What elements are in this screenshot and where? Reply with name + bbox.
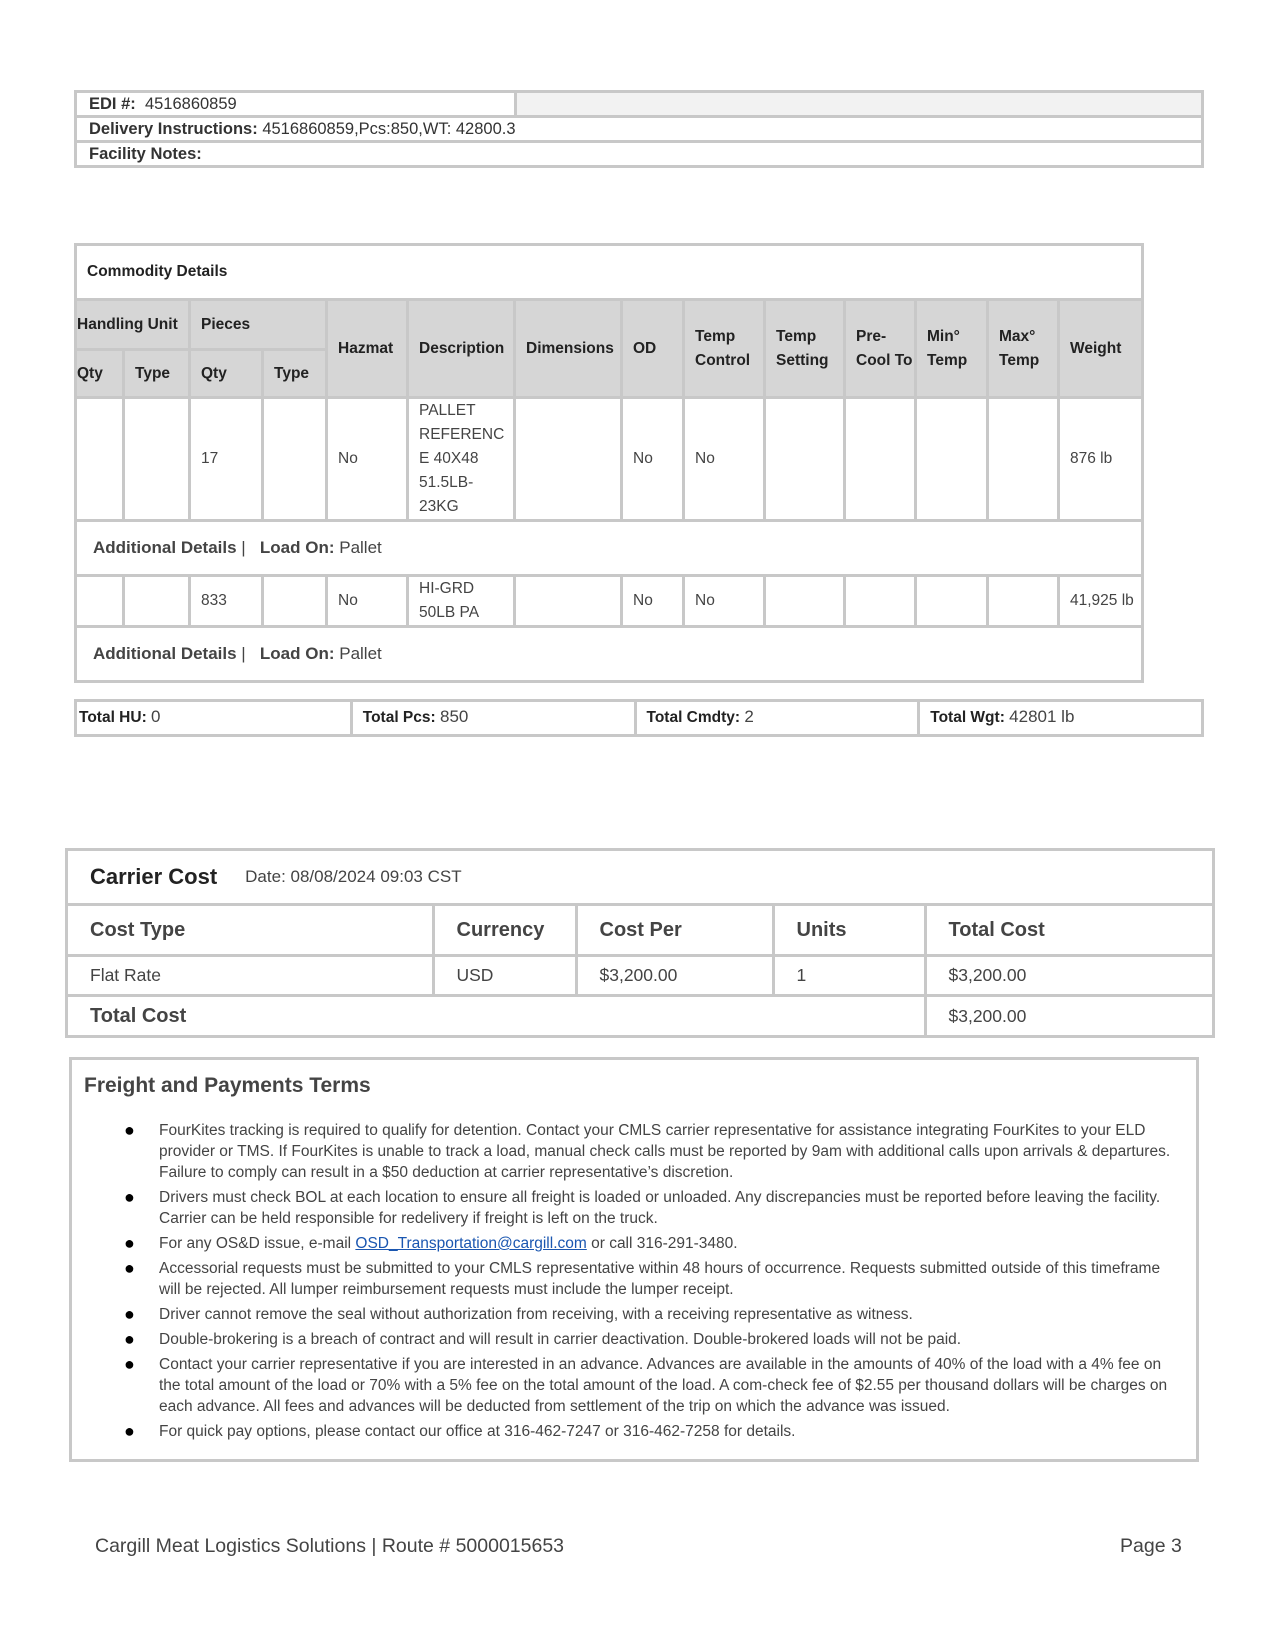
cost-per-cell: $3,200.00 xyxy=(576,956,773,996)
total-hu-value: 0 xyxy=(151,707,161,726)
list-item: ● Driver cannot remove the seal without authorization from receiving, with a receiving representative as witness. xyxy=(124,1304,913,1324)
freight-terms-box xyxy=(69,1057,1199,1462)
dimensions-cell xyxy=(515,398,622,521)
commodity-table xyxy=(74,243,1144,683)
hu-type-cell xyxy=(124,576,190,627)
carrier-cost-header-row xyxy=(68,906,1212,956)
page-number: Page 3 xyxy=(1120,1535,1182,1557)
facility-notes-row xyxy=(77,143,1201,165)
hazmat-cell: No xyxy=(327,576,408,627)
temp-setting-header: Temp Setting xyxy=(765,300,845,398)
bullet-icon: ● xyxy=(124,1187,135,1207)
pre-cool-cell xyxy=(845,576,916,627)
bullet-icon: ● xyxy=(124,1354,135,1374)
hazmat-cell: No xyxy=(327,398,408,521)
carrier-cost-total-row xyxy=(68,996,1212,1036)
pcs-type-cell xyxy=(263,398,327,521)
carrier-cost-header xyxy=(68,851,1212,906)
temp-control-header: Temp Control xyxy=(684,300,765,398)
delivery-label: Delivery Instructions: xyxy=(89,120,258,138)
edi-box xyxy=(74,90,1204,168)
carrier-cost-title: Carrier Cost xyxy=(90,864,218,889)
pieces-header: Pieces xyxy=(190,300,327,350)
hazmat-header: Hazmat xyxy=(327,300,408,398)
od-cell: No xyxy=(622,576,684,627)
pre-cool-header: Pre-Cool To xyxy=(845,300,916,398)
edi-value: 4516860859 xyxy=(144,95,237,113)
bullet-icon: ● xyxy=(124,1233,135,1253)
min-temp-cell xyxy=(916,398,988,521)
load-on-label: Load On: xyxy=(259,644,335,663)
load-on-label: Load On: xyxy=(259,538,335,557)
hu-qty-header: Qty xyxy=(76,350,124,398)
footer-route: Cargill Meat Logistics Solutions | Route # 5000015653 xyxy=(95,1535,565,1557)
pcs-qty-cell: 833 xyxy=(190,576,263,627)
freight-terms-list xyxy=(72,1120,1198,1446)
max-temp-cell xyxy=(988,398,1059,521)
cost-type-header: Cost Type xyxy=(68,906,433,956)
total-pcs-label: Total Pcs: xyxy=(362,709,436,726)
edi-row xyxy=(77,93,1201,118)
min-temp-cell xyxy=(916,576,988,627)
weight-cell: 876 lb xyxy=(1059,398,1143,521)
total-wgt xyxy=(920,702,1201,734)
hu-qty-cell xyxy=(76,576,124,627)
carrier-cost-date: Date: 08/08/2024 09:03 CST xyxy=(245,867,462,886)
max-temp-header: Max° Temp xyxy=(988,300,1059,398)
dimensions-header: Dimensions xyxy=(515,300,622,398)
total-cmdty-label: Total Cmdty: xyxy=(646,709,741,726)
edi-label: EDI #: xyxy=(89,95,136,113)
total-hu xyxy=(77,702,353,734)
table-row xyxy=(68,956,1212,996)
od-header: OD xyxy=(622,300,684,398)
list-item: ● For any OS&D issue, e-mail OSD_Transportation@cargill.com or call 316-291-3480. xyxy=(124,1233,738,1253)
total-cost-value: $3,200.00 xyxy=(948,1005,1027,1026)
list-item: ● Accessorial requests must be submitted to your CMLS representative within 48 hours of occurrence. Requests submitted outside of this timeframe will be rejected. All lumper reimbursement requests must include the lumper receipt. xyxy=(124,1258,1161,1298)
pcs-qty-header: Qty xyxy=(190,350,263,398)
pcs-qty-cell: 17 xyxy=(190,398,263,521)
edi-blank-cell xyxy=(517,93,1201,115)
carrier-cost-table xyxy=(68,906,1212,1035)
hu-qty-cell xyxy=(76,398,124,521)
bullet-icon: ● xyxy=(124,1304,135,1324)
total-hu-label: Total HU: xyxy=(79,709,147,726)
additional-details-label: Additional Details xyxy=(93,538,237,557)
list-item: ● For quick pay options, please contact our office at 316-462-7247 or 316-462-7258 for details. xyxy=(124,1421,796,1441)
commodity-caption: Commodity Details xyxy=(76,245,1143,300)
commodity-row xyxy=(76,576,1143,627)
currency-cell: USD xyxy=(433,956,576,996)
list-item: ● FourKites tracking is required to qualify for detention. Contact your CMLS carrier representative for assistance integrating FourKites to your ELD provider or TMS. If FourKites is unable to track a load, manual check calls must be reported by 9am with additional calls upon arrivals & departures. Failure to comply can result in a $50 deduction at carrier representative’s discretion. xyxy=(124,1120,1171,1181)
description-cell: PALLET REFERENC E 40X48 51.5LB- 23KG xyxy=(408,398,515,521)
total-cmdty-value: 2 xyxy=(744,707,754,726)
additional-details-row: Additional Details | Load On: Pallet xyxy=(76,521,1143,576)
max-temp-cell xyxy=(988,576,1059,627)
total-cost-cell: $3,200.00 xyxy=(925,956,1212,996)
delivery-value: 4516860859,Pcs:850,WT: 42800.3 xyxy=(262,120,516,138)
load-on-value: Pallet xyxy=(339,644,382,663)
delivery-instructions-row xyxy=(77,118,1201,143)
temp-control-cell: No xyxy=(684,576,765,627)
load-on-value: Pallet xyxy=(339,538,382,557)
units-cell: 1 xyxy=(773,956,925,996)
temp-setting-cell xyxy=(765,576,845,627)
handling-unit-header: Handling Unit xyxy=(76,300,190,350)
temp-control-cell: No xyxy=(684,398,765,521)
pre-cool-cell xyxy=(845,398,916,521)
weight-header: Weight xyxy=(1059,300,1143,398)
od-cell: No xyxy=(622,398,684,521)
total-cost-label: Total Cost xyxy=(68,996,925,1036)
bullet-icon: ● xyxy=(124,1329,135,1349)
total-pcs-value: 850 xyxy=(439,707,469,726)
cost-per-header: Cost Per xyxy=(576,906,773,956)
carrier-cost-box xyxy=(65,848,1215,1038)
pcs-type-cell xyxy=(263,576,327,627)
freight-terms-title: Freight and Payments Terms xyxy=(84,1074,371,1097)
weight-cell: 41,925 lb xyxy=(1059,576,1143,627)
bullet-icon: ● xyxy=(124,1421,135,1441)
cost-type-cell: Flat Rate xyxy=(68,956,433,996)
pcs-type-header: Type xyxy=(263,350,327,398)
bullet-icon: ● xyxy=(124,1120,135,1140)
total-wgt-label: Total Wgt: xyxy=(930,709,1005,726)
temp-setting-cell xyxy=(765,398,845,521)
osd-email-link[interactable]: OSD_Transportation@cargill.com xyxy=(355,1235,587,1252)
total-cost-header: Total Cost xyxy=(925,906,1212,956)
description-header: Description xyxy=(408,300,515,398)
additional-details-row: Additional Details | Load On: Pallet xyxy=(76,627,1143,682)
list-item: ● Drivers must check BOL at each location to ensure all freight is loaded or unloaded. Any discrepancies must be reported before leaving the facility. Carrier can be held responsible for redelivery if freight is left on the truck. xyxy=(124,1187,1161,1227)
currency-header: Currency xyxy=(433,906,576,956)
total-wgt-value: 42801 lb xyxy=(1009,707,1075,726)
dimensions-cell xyxy=(515,576,622,627)
list-item: ● Contact your carrier representative if you are interested in an advance. Advances are available in the amounts of 40% of the load with a 4% fee on the total amount of the load or 70% with a 5% fee on the total amount of the load. A com-check fee of $2.55 per thousand dollars will be charges on each advance. All fees and advances will be deducted from settlement of the trip on which the advance was issued. xyxy=(124,1354,1168,1415)
total-pcs xyxy=(353,702,637,734)
total-cmdty xyxy=(637,702,921,734)
commodity-row xyxy=(76,398,1143,521)
hu-type-cell xyxy=(124,398,190,521)
commodity-totals xyxy=(74,699,1204,737)
bullet-icon: ● xyxy=(124,1258,135,1278)
list-item: ● Double-brokering is a breach of contract and will result in carrier deactivation. Double-brokered loads will not be paid. xyxy=(124,1329,962,1349)
units-header: Units xyxy=(773,906,925,956)
min-temp-header: Min° Temp xyxy=(916,300,988,398)
facility-label: Facility Notes: xyxy=(89,145,202,163)
description-cell: HI-GRD 50LB PA xyxy=(408,576,515,627)
hu-type-header: Type xyxy=(124,350,190,398)
additional-details-label: Additional Details xyxy=(93,644,237,663)
